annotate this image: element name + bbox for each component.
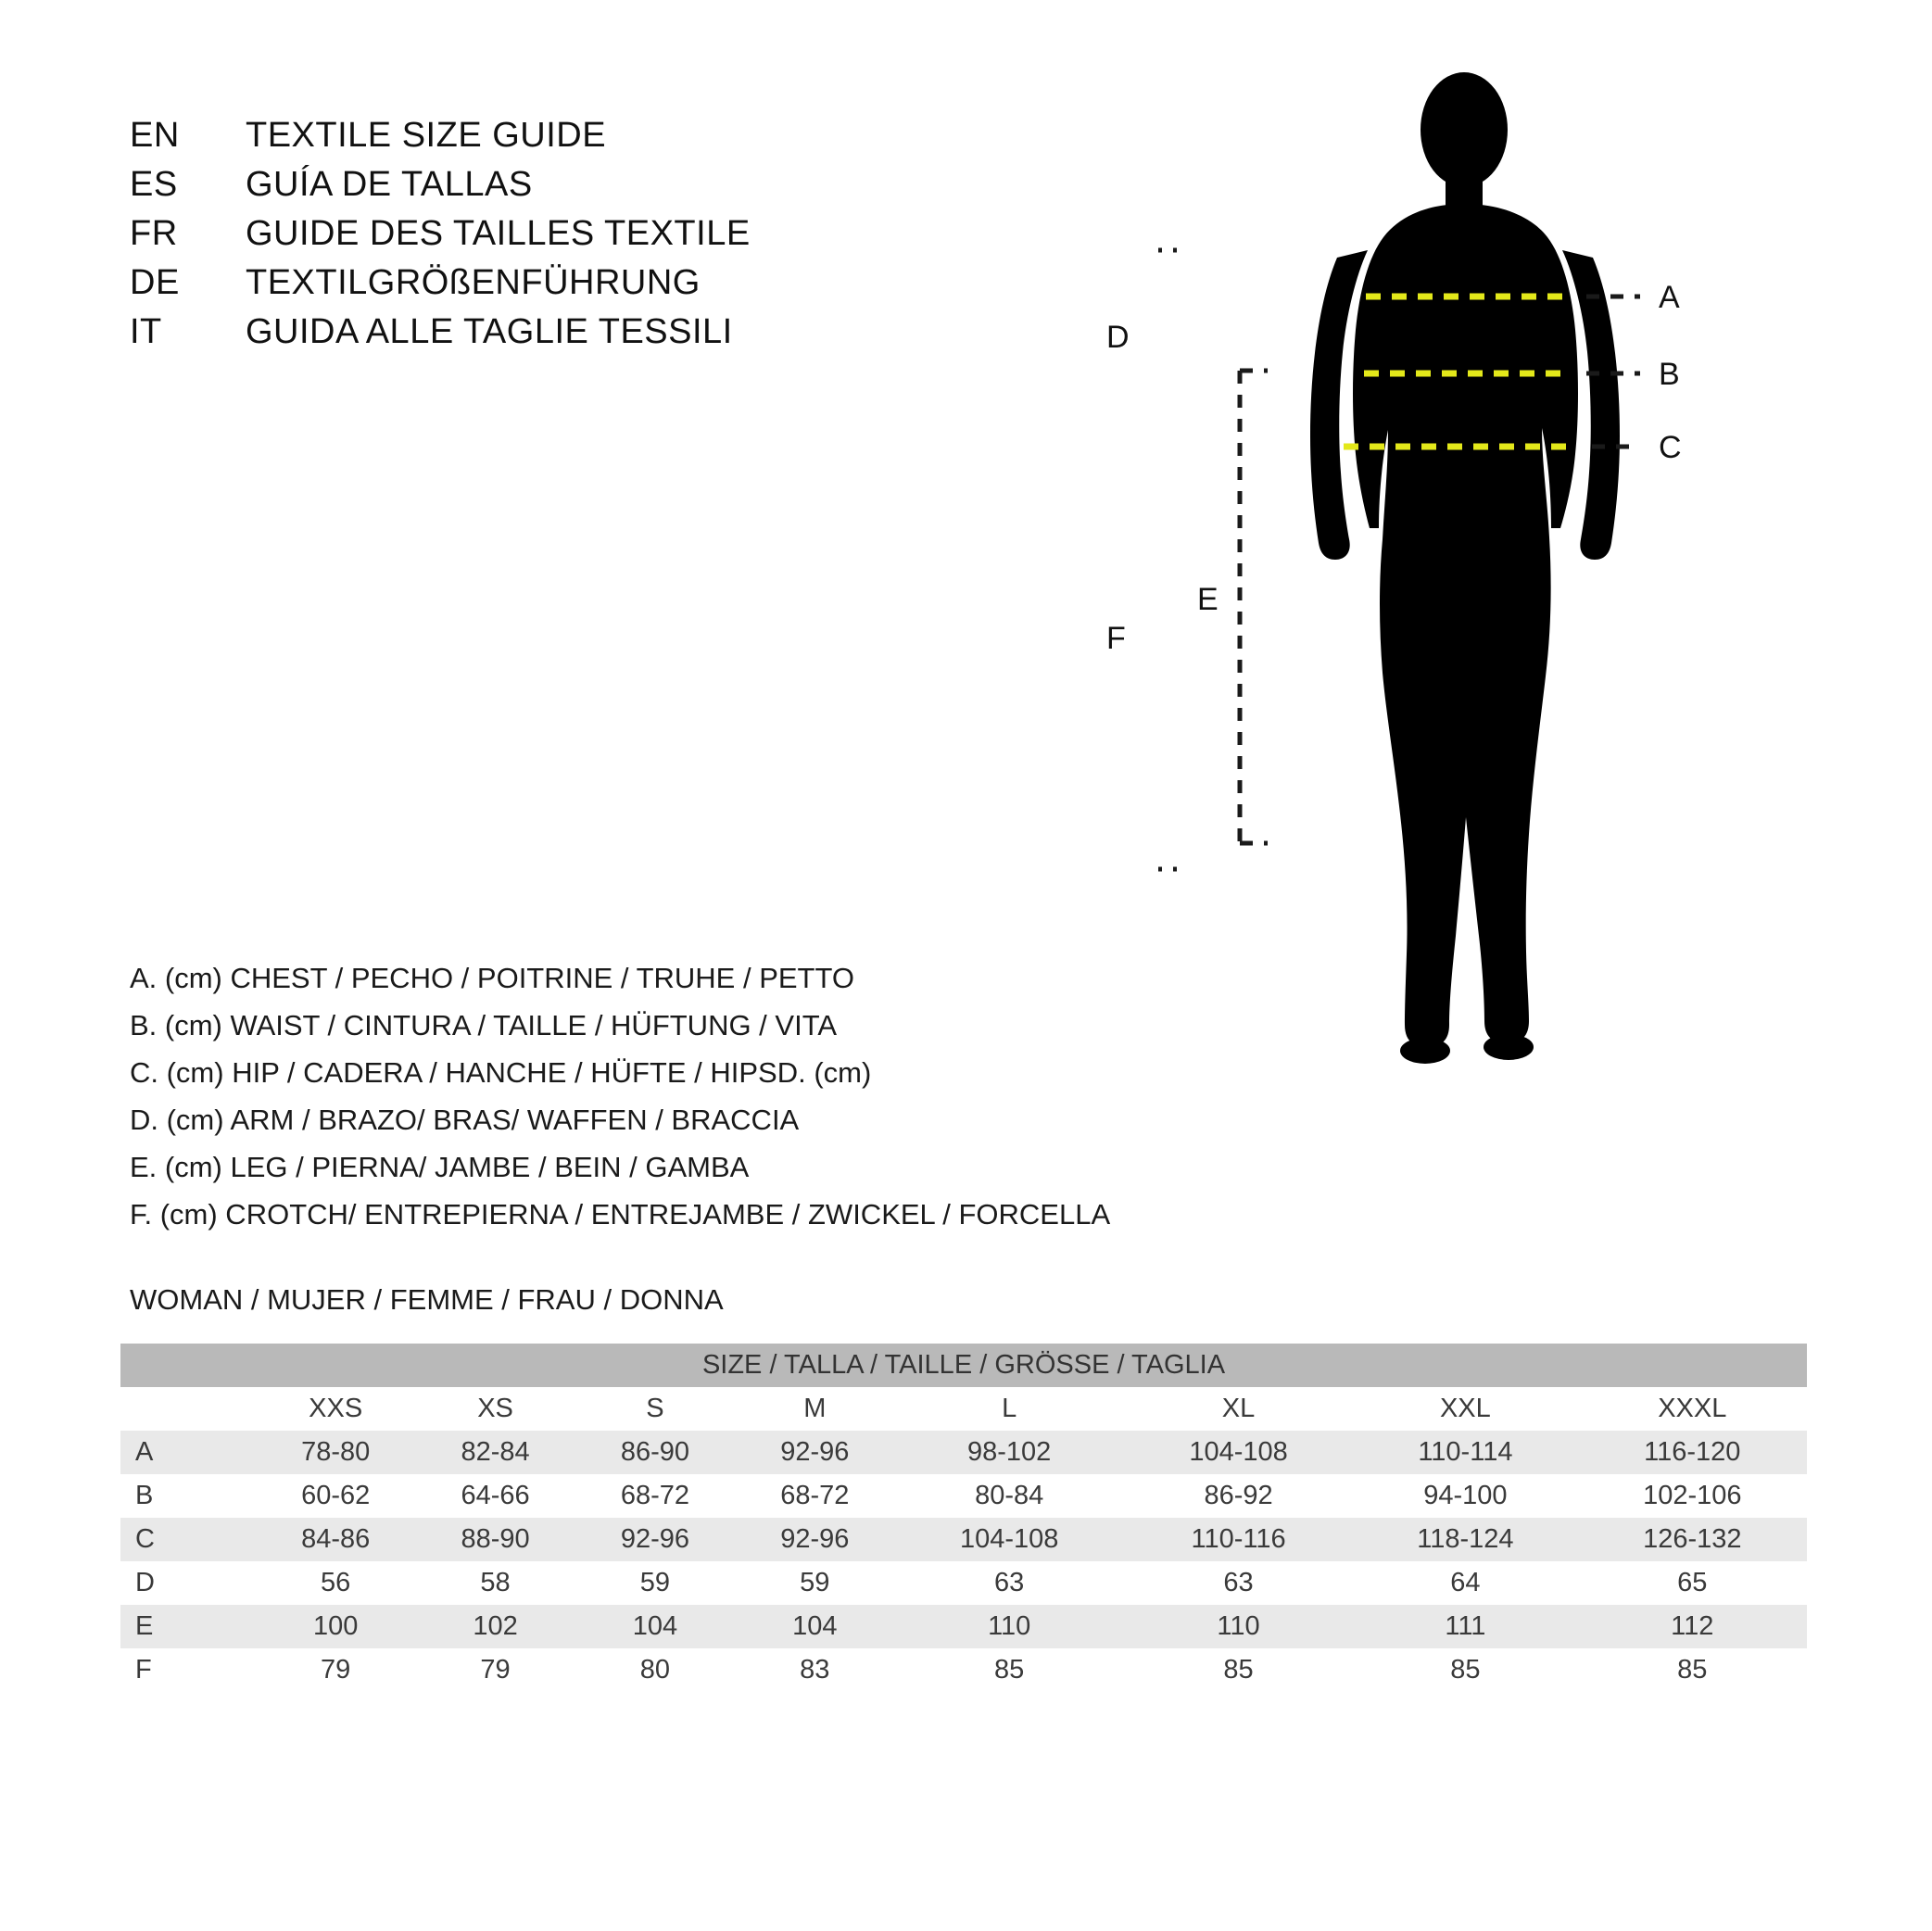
table-band-title: SIZE / TALLA / TAILLE / GRÖSSE / TAGLIA bbox=[120, 1344, 1807, 1387]
row-key-a: A bbox=[120, 1431, 256, 1474]
table-row bbox=[120, 1431, 1807, 1474]
size-header-xxl: XXL bbox=[1353, 1387, 1577, 1431]
cell-e-xxxl: 112 bbox=[1578, 1605, 1807, 1648]
measurement-figure bbox=[1106, 65, 1881, 1205]
cell-e-xl: 110 bbox=[1124, 1605, 1353, 1648]
title-row bbox=[130, 263, 890, 312]
title-block bbox=[130, 116, 890, 361]
table-header-row bbox=[120, 1387, 1807, 1431]
table-corner-cell bbox=[120, 1387, 256, 1431]
callout-label-c: C bbox=[1659, 430, 1682, 465]
cell-f-m: 83 bbox=[735, 1648, 894, 1692]
cell-c-s: 92-96 bbox=[575, 1518, 735, 1561]
group-title: WOMAN / MUJER / FEMME / FRAU / DONNA bbox=[130, 1283, 724, 1316]
row-key-d: D bbox=[120, 1561, 256, 1605]
size-header-xxs: XXS bbox=[256, 1387, 415, 1431]
cell-c-xxs: 84-86 bbox=[256, 1518, 415, 1561]
cell-a-xxl: 110-114 bbox=[1353, 1431, 1577, 1474]
table-row bbox=[120, 1474, 1807, 1518]
cell-e-s: 104 bbox=[575, 1605, 735, 1648]
title-text-es: GUÍA DE TALLAS bbox=[246, 165, 533, 204]
cell-e-m: 104 bbox=[735, 1605, 894, 1648]
title-text-en: TEXTILE SIZE GUIDE bbox=[246, 116, 607, 155]
size-header-s: S bbox=[575, 1387, 735, 1431]
cell-b-xs: 64-66 bbox=[415, 1474, 575, 1518]
cell-d-xs: 58 bbox=[415, 1561, 575, 1605]
cell-d-xxs: 56 bbox=[256, 1561, 415, 1605]
title-row bbox=[130, 116, 890, 165]
legend-row-a: A. (cm) CHEST / PECHO / POITRINE / TRUHE / PETTO bbox=[130, 962, 854, 994]
cell-b-m: 68-72 bbox=[735, 1474, 894, 1518]
title-text-de: TEXTILGRÖßENFÜHRUNG bbox=[246, 263, 701, 302]
cell-d-xxl: 64 bbox=[1353, 1561, 1577, 1605]
cell-d-xxxl: 65 bbox=[1578, 1561, 1807, 1605]
cell-f-xxxl: 85 bbox=[1578, 1648, 1807, 1692]
cell-b-xl: 86-92 bbox=[1124, 1474, 1353, 1518]
table-row bbox=[120, 1605, 1807, 1648]
table-band-title-row bbox=[120, 1344, 1807, 1387]
cell-d-l: 63 bbox=[895, 1561, 1124, 1605]
cell-f-s: 80 bbox=[575, 1648, 735, 1692]
cell-f-xxl: 85 bbox=[1353, 1648, 1577, 1692]
title-text-fr: GUIDE DES TAILLES TEXTILE bbox=[246, 214, 751, 253]
cell-e-xxs: 100 bbox=[256, 1605, 415, 1648]
cell-c-m: 92-96 bbox=[735, 1518, 894, 1561]
cell-d-xl: 63 bbox=[1124, 1561, 1353, 1605]
dimension-label-d: D bbox=[1106, 320, 1130, 355]
legend-row-d: D. (cm) ARM / BRAZO/ BRAS/ WAFFEN / BRACCIA bbox=[130, 1104, 800, 1136]
table-row bbox=[120, 1648, 1807, 1692]
row-key-c: C bbox=[120, 1518, 256, 1561]
row-key-f: F bbox=[120, 1648, 256, 1692]
cell-c-l: 104-108 bbox=[895, 1518, 1124, 1561]
table-row bbox=[120, 1518, 1807, 1561]
title-row bbox=[130, 312, 890, 361]
title-text-it: GUIDA ALLE TAGLIE TESSILI bbox=[246, 312, 733, 351]
cell-f-l: 85 bbox=[895, 1648, 1124, 1692]
size-header-xs: XS bbox=[415, 1387, 575, 1431]
cell-a-xs: 82-84 bbox=[415, 1431, 575, 1474]
figure-svg bbox=[1158, 65, 1881, 1205]
woman-silhouette-icon bbox=[1310, 72, 1620, 1064]
callout-label-b: B bbox=[1659, 357, 1680, 392]
callout-label-a: A bbox=[1659, 280, 1680, 315]
title-lang-en: EN bbox=[130, 116, 180, 155]
size-header-xl: XL bbox=[1124, 1387, 1353, 1431]
cell-c-xxl: 118-124 bbox=[1353, 1518, 1577, 1561]
cell-b-l: 80-84 bbox=[895, 1474, 1124, 1518]
size-header-l: L bbox=[895, 1387, 1124, 1431]
legend-row-c: C. (cm) HIP / CADERA / HANCHE / HÜFTE / HIPSD. (cm) bbox=[130, 1056, 872, 1089]
dimension-label-e: E bbox=[1197, 582, 1219, 617]
cell-a-s: 86-90 bbox=[575, 1431, 735, 1474]
cell-d-m: 59 bbox=[735, 1561, 894, 1605]
cell-b-xxl: 94-100 bbox=[1353, 1474, 1577, 1518]
dimension-label-f: F bbox=[1106, 621, 1126, 656]
title-lang-fr: FR bbox=[130, 214, 178, 253]
row-key-b: B bbox=[120, 1474, 256, 1518]
title-lang-it: IT bbox=[130, 312, 162, 351]
size-table bbox=[120, 1344, 1807, 1692]
cell-f-xs: 79 bbox=[415, 1648, 575, 1692]
cell-a-xl: 104-108 bbox=[1124, 1431, 1353, 1474]
row-key-e: E bbox=[120, 1605, 256, 1648]
cell-c-xxxl: 126-132 bbox=[1578, 1518, 1807, 1561]
cell-b-xxs: 60-62 bbox=[256, 1474, 415, 1518]
cell-b-xxxl: 102-106 bbox=[1578, 1474, 1807, 1518]
legend-block bbox=[130, 954, 1195, 1238]
cell-c-xl: 110-116 bbox=[1124, 1518, 1353, 1561]
legend-row-f: F. (cm) CROTCH/ ENTREPIERNA / ENTREJAMBE / ZWICKEL / FORCELLA bbox=[130, 1198, 1111, 1231]
cell-e-xs: 102 bbox=[415, 1605, 575, 1648]
title-lang-es: ES bbox=[130, 165, 178, 204]
title-row bbox=[130, 214, 890, 263]
title-lang-de: DE bbox=[130, 263, 180, 302]
table-row bbox=[120, 1561, 1807, 1605]
cell-a-xxs: 78-80 bbox=[256, 1431, 415, 1474]
size-header-m: M bbox=[735, 1387, 894, 1431]
cell-a-l: 98-102 bbox=[895, 1431, 1124, 1474]
cell-f-xxs: 79 bbox=[256, 1648, 415, 1692]
cell-e-l: 110 bbox=[895, 1605, 1124, 1648]
cell-d-s: 59 bbox=[575, 1561, 735, 1605]
cell-e-xxl: 111 bbox=[1353, 1605, 1577, 1648]
cell-a-xxxl: 116-120 bbox=[1578, 1431, 1807, 1474]
cell-f-xl: 85 bbox=[1124, 1648, 1353, 1692]
cell-a-m: 92-96 bbox=[735, 1431, 894, 1474]
legend-row-b: B. (cm) WAIST / CINTURA / TAILLE / HÜFTUNG / VITA bbox=[130, 1009, 838, 1041]
cell-c-xs: 88-90 bbox=[415, 1518, 575, 1561]
cell-b-s: 68-72 bbox=[575, 1474, 735, 1518]
title-row bbox=[130, 165, 890, 214]
size-header-xxxl: XXXL bbox=[1578, 1387, 1807, 1431]
legend-row-e: E. (cm) LEG / PIERNA/ JAMBE / BEIN / GAMBA bbox=[130, 1151, 750, 1183]
